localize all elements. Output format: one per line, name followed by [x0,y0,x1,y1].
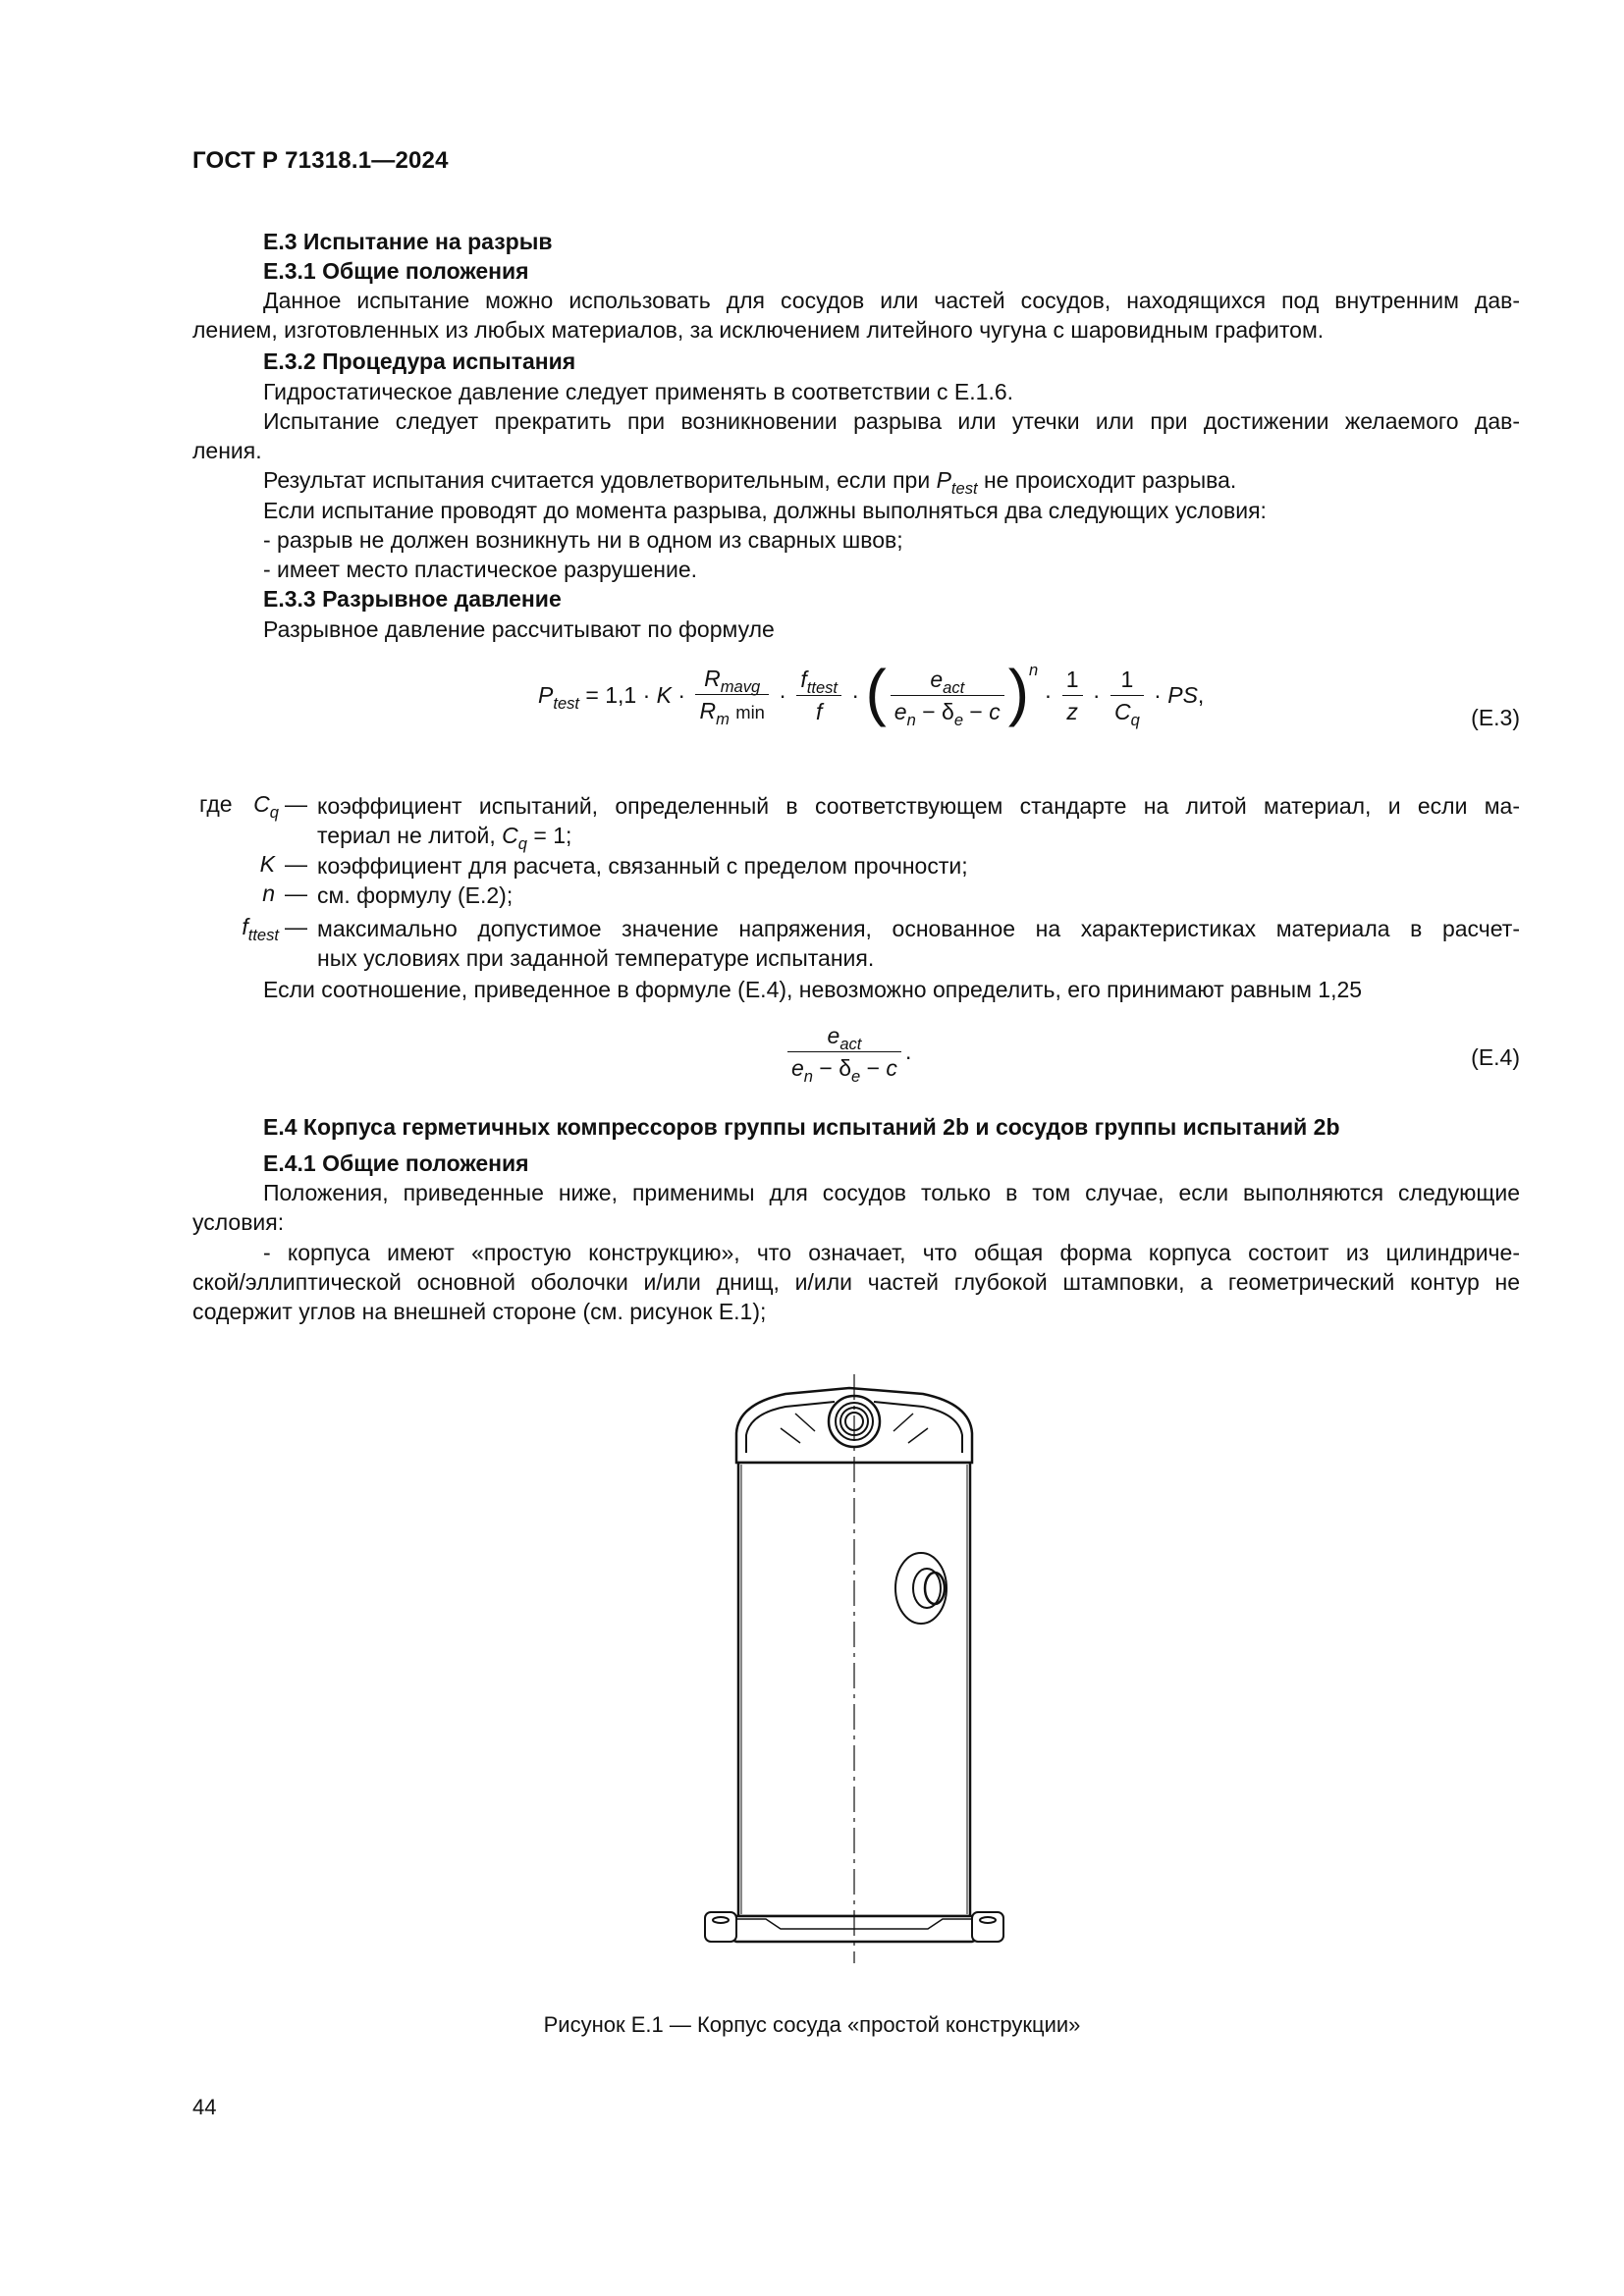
e32-list-item-2: - имеет место пластическое разрушение. [263,557,698,582]
section-e32-title: Е.3.2 Процедура испытания [263,348,576,374]
def-term-fttest: $f_{ttest}$ [242,914,279,944]
equation-number-e3: (Е.3) [1471,705,1520,730]
e32-paragraph-1: Гидростатическое давление следует применять в соответствии с Е.1.6. [263,379,1014,404]
def-text-fttest-line-1: максимально допустимое значение напряжения, основанное на характеристиках материала в расчет- [317,916,1520,941]
equation-number-e4: (Е.4) [1471,1044,1520,1070]
e32-list-item-1: - разрыв не должен возникнуть ни в одном из сварных швов; [263,527,903,553]
def-term-cq: $C_q$ [253,791,279,822]
def-text-k: коэффициент для расчета, связанный с пределом прочности; [317,853,968,879]
figure-e1-vessel-drawing [687,1374,1021,1983]
section-e41-title: Е.4.1 Общие положения [263,1150,529,1176]
def-text-cq-line-2: териал не литой, $C_q = 1$; [317,823,572,853]
page-number: 44 [192,2095,217,2119]
section-e31-title: Е.3.1 Общие положения [263,258,529,284]
e41-paragraph-2-line-2: ской/эллиптической основной оболочки и/или днищ, и/или частей глубокой штамповки, а геометрический контур не [192,1269,1520,1295]
document-header: ГОСТ Р 71318.1—2024 [192,147,449,174]
def-dash: — [285,851,307,877]
def-text-fttest-line-2: ных условиях при заданной температуре испытания. [317,945,875,971]
section-e4-title: Е.4 Корпуса герметичных компрессоров группы испытаний 2b и сосудов группы испытаний 2b [263,1114,1340,1140]
where-label: где [199,791,233,817]
def-term-k: K [259,851,275,877]
e41-paragraph-2-line-3: содержит углов на внешней стороне (см. рисунок Е.1); [192,1299,767,1324]
e41-paragraph-2-line-1: - корпуса имеют «простую конструкцию», что означает, что общая форма корпуса состоит из цилиндриче- [263,1240,1520,1265]
def-text-cq-line-1: коэффициент испытаний, определенный в соответствующем стандарте на литой материал, и если ма- [317,793,1520,819]
e31-paragraph-line-1: Данное испытание можно использовать для сосудов или частей сосудов, находящихся под внутренним дав- [263,288,1520,313]
formula-e3: $P_{test} = 1,1 \cdot K$ · $\frac{R_{mavg}}{R_m \min}$ · $\frac{f_{ttest}}{f}$ · ( $\frac{e_{act}}{e_n - \delta_e - c}$ )$^n$ · $\frac{1}{z}$ · $\frac{1}{C_q}$ · PS, [538,656,1205,729]
e32-paragraph-3: Результат испытания считается удовлетворительным, если при $P_{test}$ не происходит разрыва. [263,467,1237,498]
e33-paragraph-1: Разрывное давление рассчитывают по формуле [263,616,775,642]
e41-paragraph-1-line-2: условия: [192,1209,285,1235]
def-dash: — [285,914,307,939]
section-e3-title: Е.3 Испытание на разрыв [263,229,553,254]
section-e33-title: Е.3.3 Разрывное давление [263,586,562,612]
ratio-paragraph: Если соотношение, приведенное в формуле (Е.4), невозможно определить, его принимают равным 1,25 [263,977,1363,1002]
e32-paragraph-2-line-2: ления. [192,438,262,463]
figure-caption: Рисунок Е.1 — Корпус сосуда «простой конструкции» [543,2012,1081,2037]
e32-paragraph-2-line-1: Испытание следует прекратить при возникновении разрыва или утечки или при достижении желаемого дав- [263,408,1520,434]
e32-paragraph-4: Если испытание проводят до момента разрыва, должны выполняться два следующих условия: [263,498,1267,523]
def-term-n: n [262,881,275,906]
def-dash: — [285,881,307,906]
def-text-n: см. формулу (Е.2); [317,882,514,908]
e31-paragraph-line-2: лением, изготовленных из любых материалов, за исключением литейного чугуна с шаровидным графитом. [192,317,1325,343]
def-dash: — [285,791,307,817]
formula-e4: $\frac{e_{act}}{e_n - \delta_e - c}$ . [784,1021,911,1083]
e41-paragraph-1-line-1: Положения, приведенные ниже, применимы для сосудов только в том случае, если выполняются следующие [263,1180,1520,1205]
